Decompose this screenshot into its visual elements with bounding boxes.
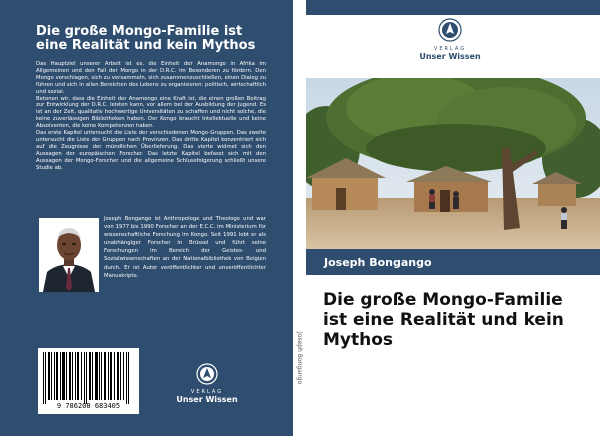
back-paragraph-2: Betonen wir, dass die Einheit der Anamongo eine Kraft ist, die einen großen Beitrag zur Entwicklung der D.R.C. leisten kann, vor allem bei der Ausbildung der Jugend. Es ist an der Zeit, qualitativ hochwertige Universitäten zu schaffen und nicht solche, die keine zuverlässigen Bibliotheken haben. Der Kongo braucht Intellektuelle und keine Absolventen, die keine Kompetenzen haben. (36, 95, 266, 130)
author-bio: Joseph Bongango ist Anthropologe und Theologe und war von 1977 bis 1990 Forscher an der E.C.C. im Ministerium für wissenschaftliche Forschung im Kongo. Seit 1991 lebt er als unabhängiger Forscher in Brüssel und führt seine Forschungen im Bereich der Geistes- und Sozialwissenschaften an der Nationalbibliothek von Belgien durch. Er ist Autor veröffentlichter und unveröffentlichter Manuskripte. (104, 216, 266, 279)
publisher-verlag: VERLAG (433, 46, 467, 52)
isbn-number: 9 786208 683405 (56, 402, 121, 410)
back-description (36, 61, 266, 172)
back-publisher-logo (176, 363, 238, 404)
front-top-band (306, 0, 600, 15)
front-title: Die große Mongo-Familie ist eine Realität und kein Mythos (323, 290, 564, 350)
back-cover (0, 0, 293, 436)
author-photo (39, 218, 99, 292)
spine-author: Joseph Bongango (296, 332, 303, 385)
front-author-name: Joseph Bongango (324, 256, 432, 269)
back-paragraph-3: Das erste Kapitel untersucht die Liste der verschiedenen Mongo-Gruppen. Das zweite untersucht die Liste der Gruppen nach Provinzen. Das dritte Kapitel konzentriert sich auf die Zeugnisse der mündlichen Überlieferung. Das vierte widmet sich den Aussagen der europäischen Forscher. Das letzte Kapitel befasst sich mit den Aussagen der Mongo-Forscher und die allgemeine Schlussfolgerung schließt unsere Studie ab. (36, 130, 266, 171)
cover-photo (306, 78, 600, 249)
front-author-band (306, 249, 600, 275)
barcode (38, 348, 139, 414)
publisher-emblem-icon (196, 363, 218, 385)
back-title: Die große Mongo-Familie ist eine Realität und kein Mythos (36, 24, 256, 53)
publisher-name: Unser Wissen (419, 52, 481, 61)
publisher-name: Unser Wissen (176, 395, 238, 404)
publisher-verlag: VERLAG (190, 389, 224, 395)
front-publisher-logo (412, 18, 488, 61)
back-paragraph-1: Das Hauptziel unserer Arbeit ist es, die Einheit der Anamongo in Afrika im Allgemeinen und den Fall der Mongo in der D.R.C. im Besonderen zu fördern. Den Mongo vorschlagen, sich zu versammeln, sich zusammenzuschließen, einen Dialog zu führen und sich in allen Bereichen des Lebens zu organisieren: politisch, wirtschaftlich und sozial. (36, 61, 266, 95)
publisher-emblem-icon (438, 18, 462, 42)
